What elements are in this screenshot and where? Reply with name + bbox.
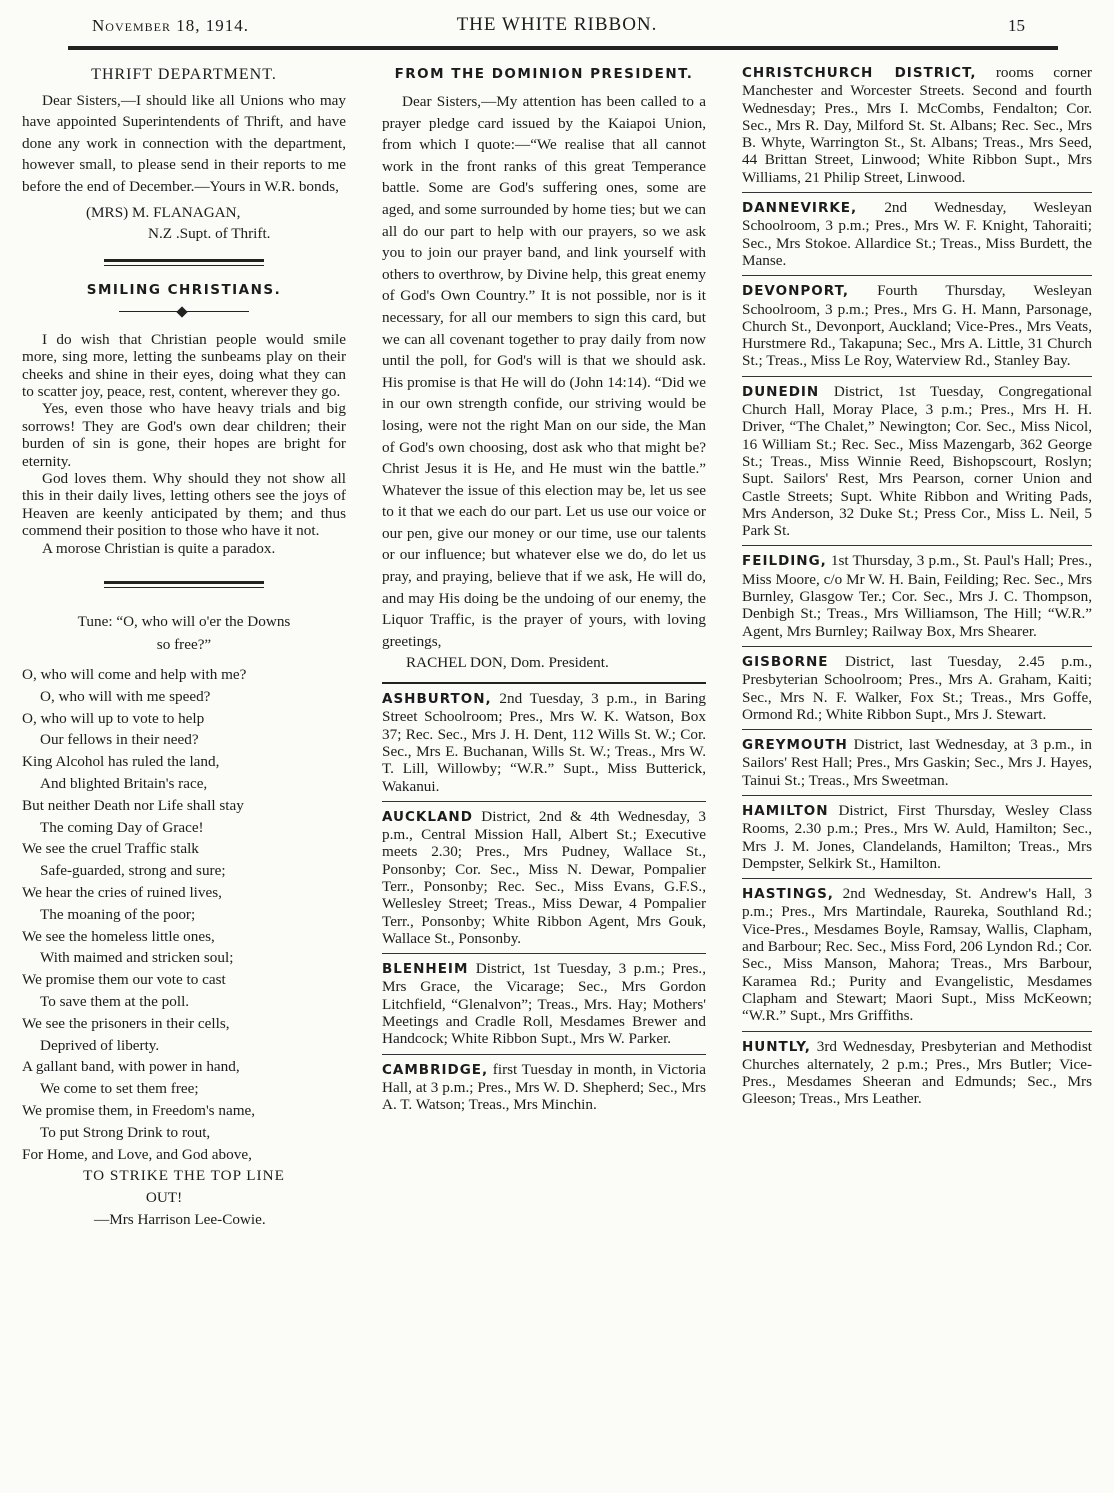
masthead-title: THE WHITE RIBBON. — [456, 14, 658, 35]
poem-line: King Alcohol has ruled the land, — [22, 753, 220, 771]
section-rule — [382, 682, 706, 684]
district-name: DANNEVIRKE, — [742, 200, 858, 217]
district-details: 2nd Tuesday, 3 p.m., in Baring Street Schoolroom; Pres., Mrs W. K. Watson, Box 37; Rec. Sec., Mrs J. H. Dent, 112 Wills St. W.; Cor. Sec., Mrs E. Buchanan, Wills St. W.; Treas., Mrs W. T. Lill, Willowby; “W.R.” Supt., Miss Butterick, Wakanui. — [382, 690, 706, 795]
district-entry — [742, 885, 1092, 1024]
poem-line: With maimed and stricken soul; — [40, 949, 234, 967]
issue-date: November 18, 1914. — [92, 16, 249, 35]
smiling-heading: SMILING CHRISTIANS. — [86, 281, 282, 298]
district-name: AUCKLAND — [382, 808, 473, 825]
poem-line: Our fellows in their need? — [40, 731, 199, 749]
entry-rule — [742, 795, 1092, 796]
smiling-paragraph: A morose Christian is quite a paradox. — [42, 539, 276, 557]
district-entry — [382, 690, 706, 795]
entry-rule — [382, 1054, 706, 1055]
district-entry — [742, 736, 1092, 789]
smiling-paragraph: Yes, even those who have heavy trials and big sorrows! They are God's own dear children; their burden of sin is gone, their hopes are bright for eternity. — [22, 400, 346, 470]
poem-line: We promise them our vote to cast — [22, 971, 226, 989]
header-rule — [68, 46, 1058, 50]
smiling-paragraph: God loves them. Why should they not show all this in their daily lives, letting others see the joys of Heaven are keenly anticipated by them; and thus commend their position to those who have it not. — [22, 470, 346, 540]
column-3 — [742, 64, 1092, 1108]
page-header — [0, 0, 1114, 50]
district-details: District, First Thursday, Wesley Class Rooms, 2.30 p.m.; Pres., Mrs W. Auld, Hamilton; Sec., Mrs J. M. Jones, Clandelands, Hamilton; Treas., Mrs Dempster, Selkirk St., Hamilton. — [742, 801, 1092, 872]
tune-line: Tune: “O, who will o'er the Downs — [77, 613, 291, 631]
entry-rule — [742, 192, 1092, 193]
district-details: 3rd Wednesday, Presbyterian and Methodist Churches alternately, 2 p.m.; Pres., Mrs Butler; Vice-Pres., Mesdames Sheeran and Edmunds; Sec., Mrs Gleeson; Treas., Mrs Leather. — [742, 1037, 1092, 1108]
poem-line: A gallant band, with power in hand, — [22, 1058, 240, 1076]
entry-rule — [742, 1031, 1092, 1032]
section-divider — [104, 259, 264, 266]
poem-line: We hear the cries of ruined lives, — [22, 884, 222, 901]
district-name: CAMBRIDGE, — [382, 1061, 489, 1078]
entry-rule — [382, 801, 706, 802]
district-details: Fourth Thursday, Wesleyan Schoolroom, 3 p.m.; Pres., Mrs G. H. Mann, Parsonage, Church St., Devonport, Auckland; Vice-Pres., Mrs Veats, Hurstmere Rd., Takapuna; Sec., Mrs A. Little, 31 Church St.; Treas., Miss Le Roy, Waterview Rd., Stanley Bay. — [742, 282, 1092, 370]
poem-line: To save them at the poll. — [40, 992, 190, 1010]
column-2 — [382, 60, 706, 1114]
poem-line: And blighted Britain's race, — [40, 775, 208, 793]
district-name: HASTINGS, — [742, 886, 834, 903]
district-details: 2nd Wednesday, St. Andrew's Hall, 3 p.m.; Pres., Mrs Martindale, Raureka, Southland Rd.; Vice-Pres., Mesdames Boyle, Ramsay, Wallis, Clapham, and Barbour; Rec. Sec., Miss Ford, 206 Lyndon Rd.; Cor. Sec., Miss Manson, Mahora; Treas., Mrs Barbour, Karamea Rd.; Purity and Evangelistic, Mesdames Clapham and Stewart; Maori Supt., Miss McKeown; “W.R.” Supt., Mrs Griffiths. — [742, 885, 1092, 1025]
district-entry — [382, 808, 706, 947]
dominion-heading: FROM THE DOMINION PRESIDENT. — [394, 66, 694, 82]
entry-rule — [742, 878, 1092, 879]
district-entry — [742, 199, 1092, 269]
poem-line: We see the prisoners in their cells, — [22, 1014, 230, 1032]
poem-line: O, who will come and help with me? — [22, 666, 247, 684]
dominion-signature: RACHEL DON, Dom. President. — [406, 654, 609, 672]
poem-line: Deprived of liberty. — [40, 1036, 160, 1054]
district-name: BLENHEIM — [382, 961, 469, 978]
district-name: DEVONPORT, — [742, 283, 849, 300]
entry-rule — [742, 376, 1092, 377]
district-entry — [742, 282, 1092, 369]
district-details: District, last Wednesday, at 3 p.m., in Sailors' Rest Hall; Pres., Mrs Gaskin; Sec., Mrs J. Hayes, Tainui St.; Treas., Mrs Sweetman. — [742, 736, 1092, 789]
section-divider — [104, 581, 264, 588]
ornament-rule — [119, 307, 249, 317]
district-entry — [742, 653, 1092, 723]
column-1 — [22, 60, 346, 1231]
district-name: FEILDING, — [742, 553, 827, 570]
poem-line: To put Strong Drink to rout, — [40, 1123, 211, 1141]
district-name: HAMILTON — [742, 802, 829, 819]
district-entry — [742, 552, 1092, 639]
district-entry — [742, 64, 1092, 186]
poem-line: We see the cruel Traffic stalk — [22, 840, 199, 858]
entry-rule — [742, 646, 1092, 647]
page-number: 15 — [1008, 16, 1025, 35]
poem-line: O, who will up to vote to help — [22, 709, 205, 727]
district-entry — [382, 960, 706, 1047]
dominion-body: Dear Sisters,—My attention has been called to a prayer pledge card issued by the Kaiapoi Union, from which I quote:—“We realise that all cannot work in the front ranks of this great Temperance battle. Some are God's suffering ones, some are aged, and some surrounded by home ties; but we can all do our part to help with our prayers, so we ask you to join our prayer band, and link yourself with others to overthrow, by Divine help, this great enemy of God's Own Country.” It is not possible, nor is it necessary, for all our members to sign this card, but we can all covenant together to pray daily from now until the poll, for God's will is that we should ask. His promise is that He will do (John 14:14). “Did we in our own strength confide, our striving would be losing, were not the right Man on our side, the Man of God's own choosing, dost ask who that might be? Christ Jesus it is He, and He must win the battle.” Whatever the issue of this election may be, let us see to it that we each do our part. Let us use our voice or our pen, give our money or our time, use our talents or our influence; but whatever else we do, do let us pray, and praying, believe that if we ask, He will do, and may His doing be the undoing of our enemy, the Liquor Traffic, is the prayer of yours, with loving greetings, — [382, 93, 706, 650]
district-name: GREYMOUTH — [742, 737, 848, 754]
poem-credit: —Mrs Harrison Lee-Cowie. — [94, 1210, 266, 1228]
poem-line: O, who will with me speed? — [40, 687, 211, 705]
tune-line: so free?” — [156, 636, 212, 654]
district-details: District, 2nd & 4th Wednesday, 3 p.m., Central Mission Hall, Albert St.; Executive meets 2.30; Pres., Mrs Pudney, Wallace St., Ponsonby; Cor. Sec., Miss N. Dewar, Pompalier Terr., Ponsonby; Rec. Sec., Miss Evans, G.F.S., Wellesley Street; Treas., Miss Dewar, 4 Pompalier Terr., Ponsonby; White Ribbon Agent, Mrs Gouk, Wallace St., Ponsonby. — [382, 807, 706, 947]
district-name: CHRISTCHURCH DISTRICT, — [742, 65, 977, 81]
thrift-body: Dear Sisters,—I should like all Unions who may have appointed Superintendents of Thrift, and have done any work in connection with the department, however small, to please send in their reports to me before the end of December.—Yours in W.R. bonds, — [22, 91, 346, 195]
district-details: 1st Thursday, 3 p.m., St. Paul's Hall; Pres., Miss Moore, c/o Mr W. H. Bain, Feilding; Rec. Sec., Mrs Burnley, Glasgow Ter.; Cor. Sec., Mrs J. C. Thompson, Denbigh St.; Treas., Mrs Williamson, The Hill; “W.R.” Agent, Mrs Burnley; Railway Box, Mrs Shearer. — [742, 552, 1092, 640]
district-details: 2nd Wednesday, Wesleyan Schoolroom, 3 p.m.; Pres., Mrs W. F. Knight, Tahoraiti; Sec., Mrs Stokoe. Allardice St.; Treas., Miss Burdett, the Manse. — [742, 199, 1092, 269]
thrift-heading: THRIFT DEPARTMENT. — [91, 66, 277, 83]
thrift-signature-name: (MRS) M. FLANAGAN, — [86, 203, 241, 221]
district-entry — [742, 802, 1092, 872]
poem-line: We promise them, in Freedom's name, — [22, 1101, 256, 1119]
district-name: DUNEDIN — [742, 383, 820, 400]
poem-closing: TO STRIKE THE TOP LINE — [83, 1167, 285, 1185]
poem-line: Safe-guarded, strong and sure; — [40, 862, 226, 880]
smiling-article — [22, 331, 346, 557]
entry-rule — [742, 729, 1092, 730]
district-entry — [382, 1061, 706, 1114]
entry-rule — [382, 953, 706, 954]
poem-line: The coming Day of Grace! — [40, 818, 204, 836]
district-name: GISBORNE — [742, 653, 829, 670]
district-details: District, 1st Tuesday, Congregational Church Hall, Moray Place, 3 p.m.; Pres., Mrs H. H. Driver, “The Chalet,” Newington; Cor. Sec., Miss Nicol, 16 William St.; Rec. Sec., Miss Mazengarb, 362 George St.; Treas., Miss Winnie Reed, Bishopscourt, Roslyn; Supt. Sailors' Rest, Mrs Pearson, corner Union and Castle Streets; Supt. White Ribbon and Writing Pads, Mrs Anderson, 32 Duke St.; Press Cor., Miss L. Neil, 5 Park St. — [742, 382, 1092, 540]
poem-line: We see the homeless little ones, — [22, 927, 215, 945]
entry-rule — [742, 545, 1092, 546]
district-details: District, last Tuesday, 2.45 p.m., Presbyterian Schoolroom; Pres., Mrs A. Graham, Kaiti; Sec., Mrs N. F. Walker, Fox St.; Treas., Mrs Goffe, Ormond Rd.; White Ribbon Supt., Mrs J. Stewart. — [742, 652, 1092, 723]
smiling-paragraph: I do wish that Christian people would smile more, sing more, letting the sunbeams play on their cheeks and shine in their eyes, doing what they can to scatter joy, peace, rest, content, wherever they go. — [22, 330, 346, 400]
district-details: rooms corner Manchester and Worcester Streets. Second and fourth Wednesday; Pres., Mrs I. McCombs, Fendalton; Cor. Sec., Mrs R. Day, Milford St. St. Albans; Rec. Sec., Mrs B. Whyte, Warrington St., St. Albans; Treas., Mrs Seed, 44 Brittan Street, Linwood; White Ribbon Supt., Mrs Williams, 21 Philip Street, Linwood. — [742, 64, 1092, 186]
poem-line: But neither Death nor Life shall stay — [22, 796, 244, 814]
district-name: ASHBURTON, — [382, 691, 492, 708]
poem-closing: OUT! — [145, 1189, 183, 1207]
district-entry — [742, 1038, 1092, 1108]
district-entry — [742, 383, 1092, 540]
district-details: first Tuesday in month, in Victoria Hall, at 3 p.m.; Pres., Mrs W. D. Shepherd; Sec., Mrs A. T. Watson; Treas., Mrs Minchin. — [382, 1060, 706, 1114]
district-name: HUNTLY, — [742, 1038, 811, 1055]
district-details: District, 1st Tuesday, 3 p.m.; Pres., Mrs Grace, the Vicarage; Sec., Mrs Gordon Litchfield, “Glenalvon”; Treas., Mrs. Hay; Mothers' Meetings and Cradle Roll, Mesdames Brewer and Handcock; White Ribbon Supt., Mrs W. Parker. — [382, 960, 706, 1048]
poem — [22, 664, 346, 1231]
thrift-signature-title: N.Z .Supt. of Thrift. — [148, 225, 271, 243]
entry-rule — [742, 275, 1092, 276]
poem-line: We come to set them free; — [40, 1080, 199, 1098]
poem-tune — [22, 610, 346, 656]
poem-line: For Home, and Love, and God above, — [22, 1145, 252, 1163]
poem-line: The moaning of the poor; — [40, 905, 196, 923]
